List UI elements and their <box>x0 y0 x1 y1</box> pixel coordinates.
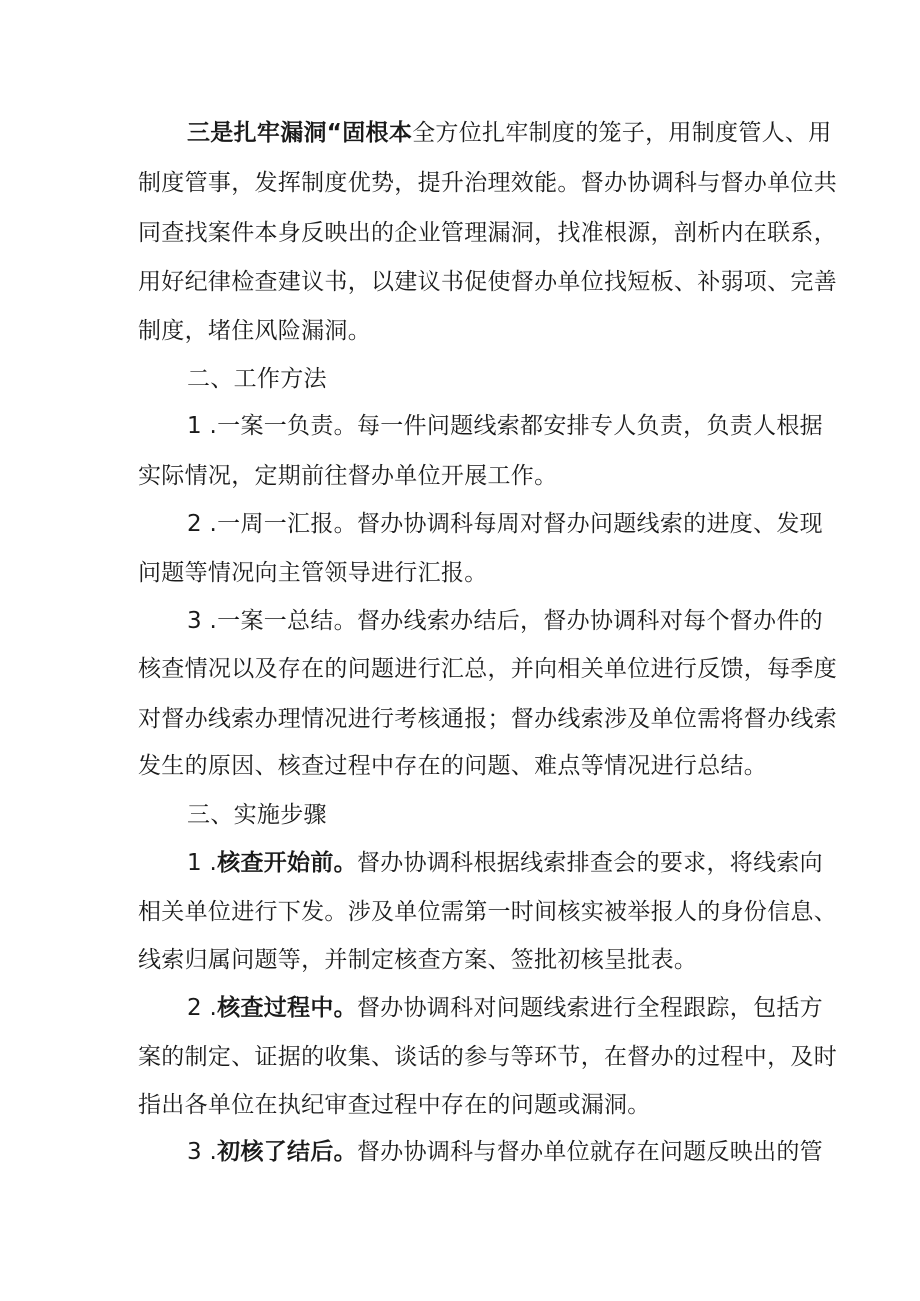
step-title: 核查开始前。 <box>217 850 357 876</box>
paragraph-text: 督办协调科与督办单位就存在问题反映出的管 <box>356 1139 823 1165</box>
paragraph-line <box>187 1137 823 1167</box>
paragraph-line: 线索归属问题等，并制定核查方案、签批初核呈批表。 <box>138 947 698 973</box>
paragraph-line: 用好纪律检查建议书，以建议书促使督办单位找短板、补弱项、完善 <box>138 269 837 295</box>
step-number: 3 . <box>187 1139 218 1165</box>
paragraph-line: 案的制定、证据的收集、谈话的参与等环节，在督办的过程中，及时 <box>138 1044 837 1070</box>
paragraph-line: 发生的原因、核查过程中存在的问题、难点等情况进行总结。 <box>138 753 768 779</box>
paragraph-line: 实际情况，定期前往督办单位开展工作。 <box>138 463 558 489</box>
step-number: 1 . <box>187 850 218 876</box>
paragraph-line: 2 .一周一汇报。督办协调科每周对督办问题线索的进度、发现 <box>187 511 823 537</box>
paragraph-text: 督办协调科对问题线索进行全程跟踪，包括方 <box>356 995 823 1021</box>
paragraph-line: 制度管事，发挥制度优势，提升治理效能。督办协调科与督办单位共 <box>138 170 837 196</box>
section-heading: 三、实施步骤 <box>187 802 327 828</box>
paragraph-line: 指出各单位在执纪审查过程中存在的问题或漏洞。 <box>138 1092 651 1118</box>
section-heading: 二、工作方法 <box>187 366 327 392</box>
paragraph-line: 核查情况以及存在的问题进行汇总，并向相关单位进行反馈，每季度 <box>138 656 837 682</box>
paragraph-text: 督办协调科根据线索排查会的要求，将线索向 <box>356 850 823 876</box>
paragraph-line <box>187 993 823 1023</box>
step-number: 2 . <box>187 995 218 1021</box>
paragraph-line: 1 .一案一负责。每一件问题线索都安排专人负责，负责人根据 <box>187 413 823 439</box>
paragraph-lead: 三是扎牢漏洞“固根本 <box>187 120 413 146</box>
step-title: 初核了结后。 <box>217 1139 357 1165</box>
paragraph-line <box>187 118 832 148</box>
paragraph-line: 对督办线索办理情况进行考核通报；督办线索涉及单位需将督办线索 <box>138 706 837 732</box>
paragraph-text: 全方位扎牢制度的笼子，用制度管人、用 <box>412 120 832 146</box>
step-title: 核查过程中。 <box>217 995 357 1021</box>
paragraph-line: 相关单位进行下发。涉及单位需第一时间核实被举报人的身份信息、 <box>138 899 837 925</box>
paragraph-line: 3 .一案一总结。督办线索办结后，督办协调科对每个督办件的 <box>187 608 823 634</box>
paragraph-line: 制度，堵住风险漏洞。 <box>138 318 371 344</box>
paragraph-line <box>187 848 823 878</box>
paragraph-line: 同查找案件本身反映出的企业管理漏洞，找准根源，剖析内在联系， <box>138 220 837 246</box>
paragraph-line: 问题等情况向主管领导进行汇报。 <box>138 560 488 586</box>
